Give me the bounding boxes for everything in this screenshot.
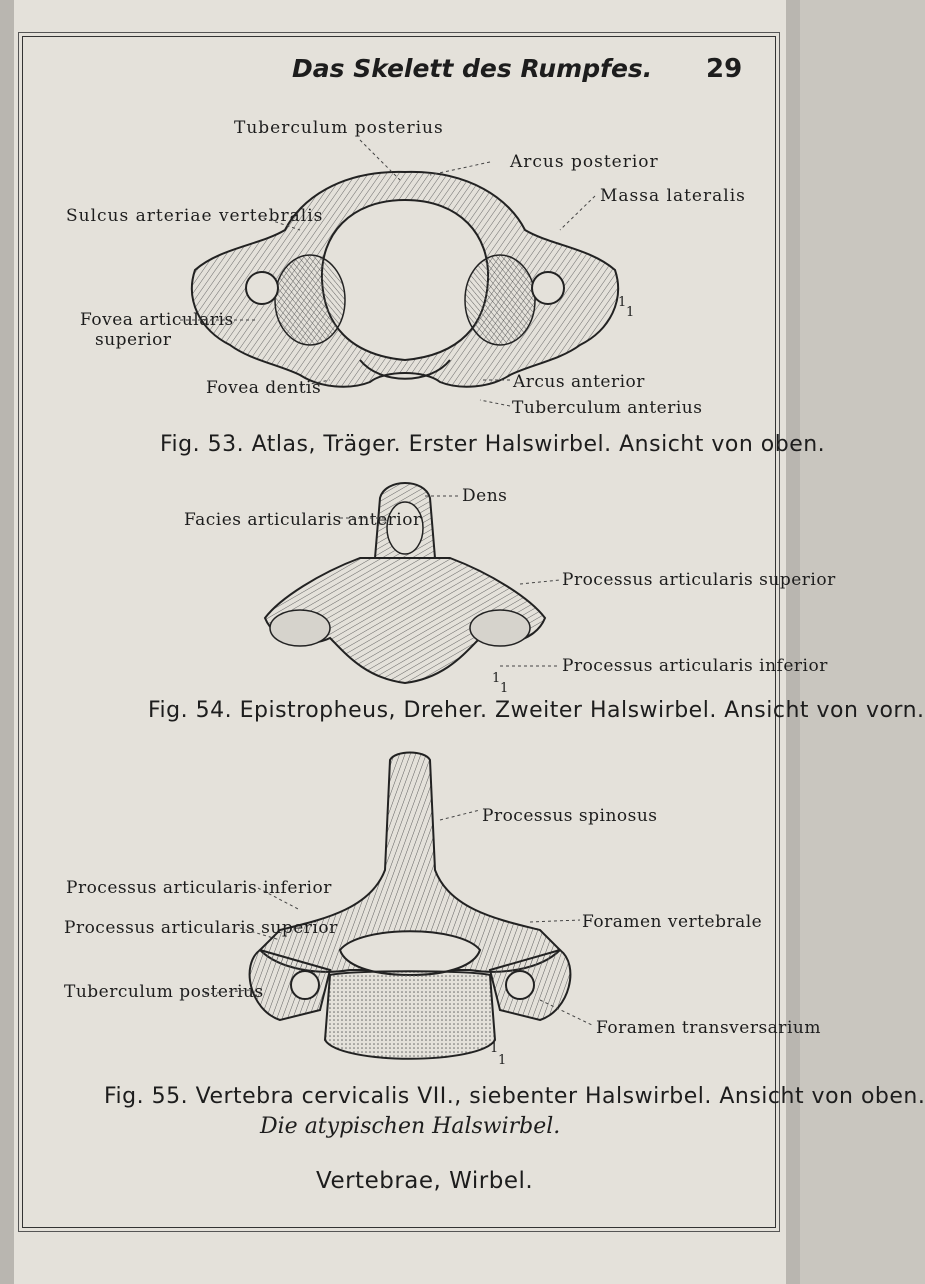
- scale-fig54-num: 1: [492, 671, 501, 686]
- scale-fig53-den: 1: [626, 305, 635, 320]
- label-tuberculum-posterius-55: Tuberculum posterius: [64, 982, 264, 1002]
- label-tuberculum-anterius: Tuberculum anterius: [512, 398, 703, 418]
- scale-fig55-den: 1: [498, 1053, 507, 1068]
- subcaption-atypische-halswirbel: Die atypischen Halswirbel.: [260, 1114, 561, 1139]
- scale-fig55-num: 1: [490, 1041, 499, 1056]
- page-header-title: Das Skelett des Rumpfes.: [292, 54, 653, 83]
- scale-fig53-num: 1: [618, 295, 627, 310]
- label-fovea-articularis-superior: superior: [95, 330, 172, 350]
- label-dens: Dens: [462, 486, 508, 506]
- label-fovea-articularis: Fovea articularis: [80, 310, 234, 330]
- label-tuberculum-posterius-53: Tuberculum posterius: [234, 118, 444, 138]
- leader-lines-fig54: [0, 460, 800, 700]
- label-facies-articularis-anterior: Facies articularis anterior: [184, 510, 422, 530]
- leader-lines-fig55: [0, 780, 800, 1060]
- label-arcus-posterior: Arcus posterior: [510, 152, 659, 172]
- label-foramen-vertebrale: Foramen vertebrale: [582, 912, 763, 932]
- caption-fig54: Fig. 54. Epistropheus, Dreher. Zweiter Halswirbel. Ansicht von vorn.: [148, 698, 925, 723]
- label-processus-articularis-superior-54: Processus articularis superior: [562, 570, 836, 590]
- label-foramen-transversarium: Foramen transversarium: [596, 1018, 821, 1038]
- page-number: 29: [706, 54, 743, 84]
- label-fovea-dentis: Fovea dentis: [206, 378, 322, 398]
- label-sulcus-arteriae-vertebralis: Sulcus arteriae vertebralis: [66, 206, 324, 226]
- label-massa-lateralis: Massa lateralis: [600, 186, 746, 206]
- caption-fig53: Fig. 53. Atlas, Träger. Erster Halswirbel. Ansicht von oben.: [160, 432, 826, 457]
- label-arcus-anterior: Arcus anterior: [513, 372, 645, 392]
- scale-fig54-den: 1: [500, 681, 509, 696]
- label-processus-articularis-inferior-55: Processus articularis inferior: [66, 878, 332, 898]
- footer-title: Vertebrae, Wirbel.: [316, 1168, 534, 1194]
- leader-lines-fig53: [0, 0, 800, 460]
- caption-fig55: Fig. 55. Vertebra cervicalis VII., siebenter Halswirbel. Ansicht von oben.: [104, 1084, 925, 1109]
- label-processus-articularis-superior-55: Processus articularis superior: [64, 918, 338, 938]
- label-processus-spinosus: Processus spinosus: [482, 806, 658, 826]
- label-processus-articularis-inferior-54: Processus articularis inferior: [562, 656, 828, 676]
